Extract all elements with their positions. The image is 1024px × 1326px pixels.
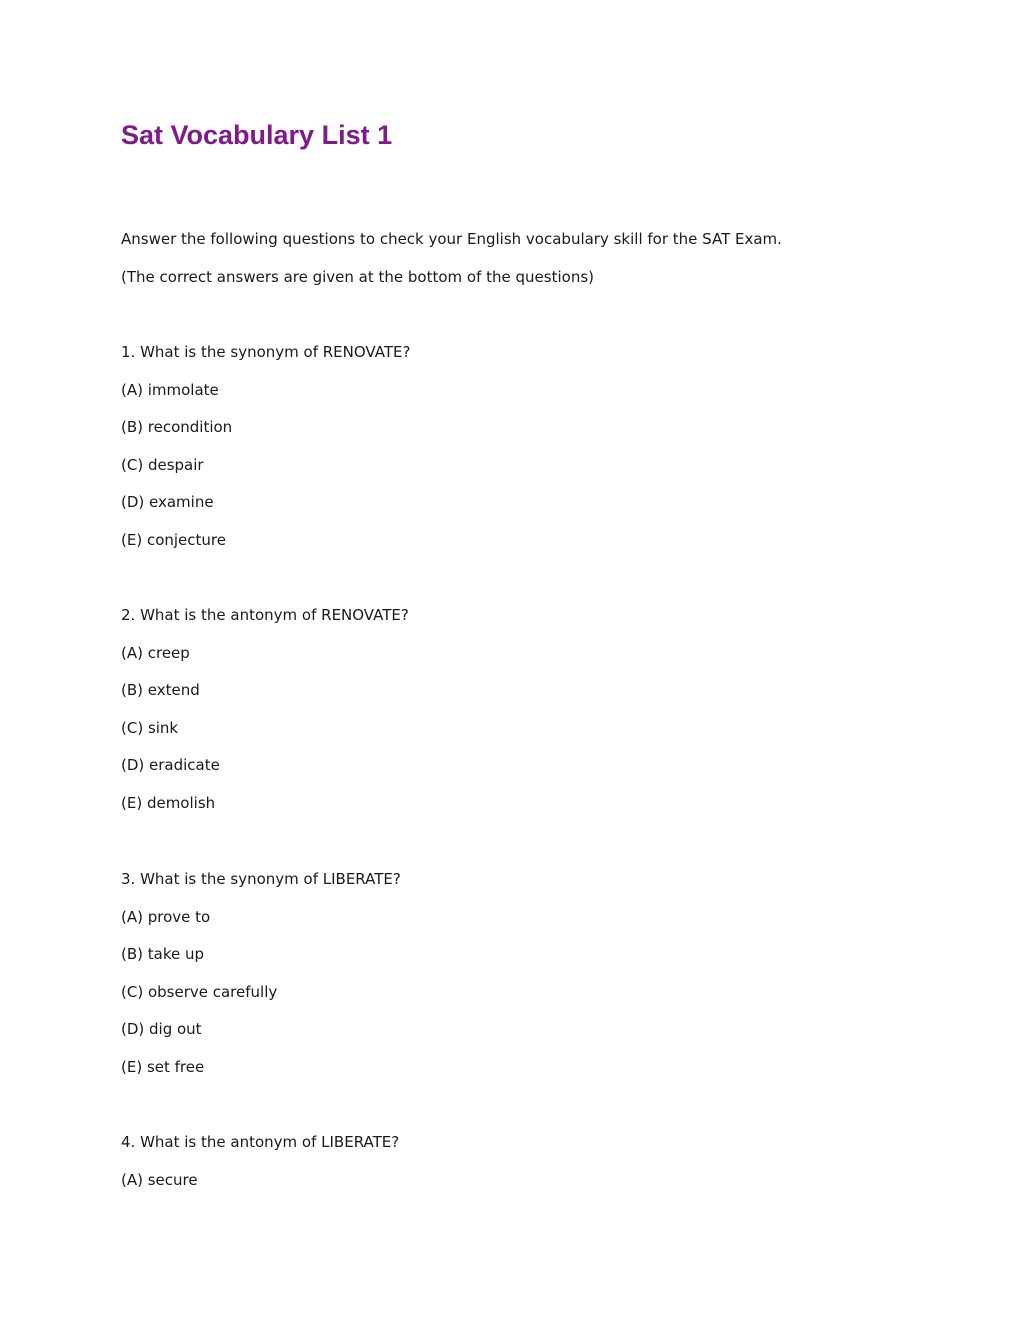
page-title: Sat Vocabulary List 1 [121,120,393,150]
option-d: (D) eradicate [121,756,220,775]
option-b: (B) recondition [121,418,233,437]
option-a: (A) immolate [121,380,219,399]
question-3 [121,869,921,1077]
question-2 [121,605,921,813]
option-e: (E) conjecture [121,530,226,549]
option-c: (C) sink [121,718,179,737]
option-a: (A) prove to [121,907,211,926]
question-text: 3. What is the synonym of LIBERATE? [121,870,401,888]
option-a: (A) creep [121,643,190,662]
option-a: (A) secure [121,1170,198,1189]
question-1 [121,342,921,550]
question-text: 1. What is the synonym of RENOVATE? [121,343,411,361]
option-d: (D) dig out [121,1020,202,1039]
question-text: 4. What is the antonym of LIBERATE? [121,1133,400,1151]
question-text: 2. What is the antonym of RENOVATE? [121,606,409,624]
option-d: (D) examine [121,493,214,512]
intro-instructions: Answer the following questions to check your English vocabulary skill for the SAT Exam. [121,230,782,248]
intro-note: (The correct answers are given at the bottom of the questions) [121,268,594,286]
option-c: (C) observe carefully [121,982,278,1001]
option-e: (E) set free [121,1057,205,1076]
option-e: (E) demolish [121,793,216,812]
question-4 [121,1132,921,1190]
option-c: (C) despair [121,455,204,474]
option-b: (B) extend [121,681,200,700]
option-b: (B) take up [121,945,205,964]
